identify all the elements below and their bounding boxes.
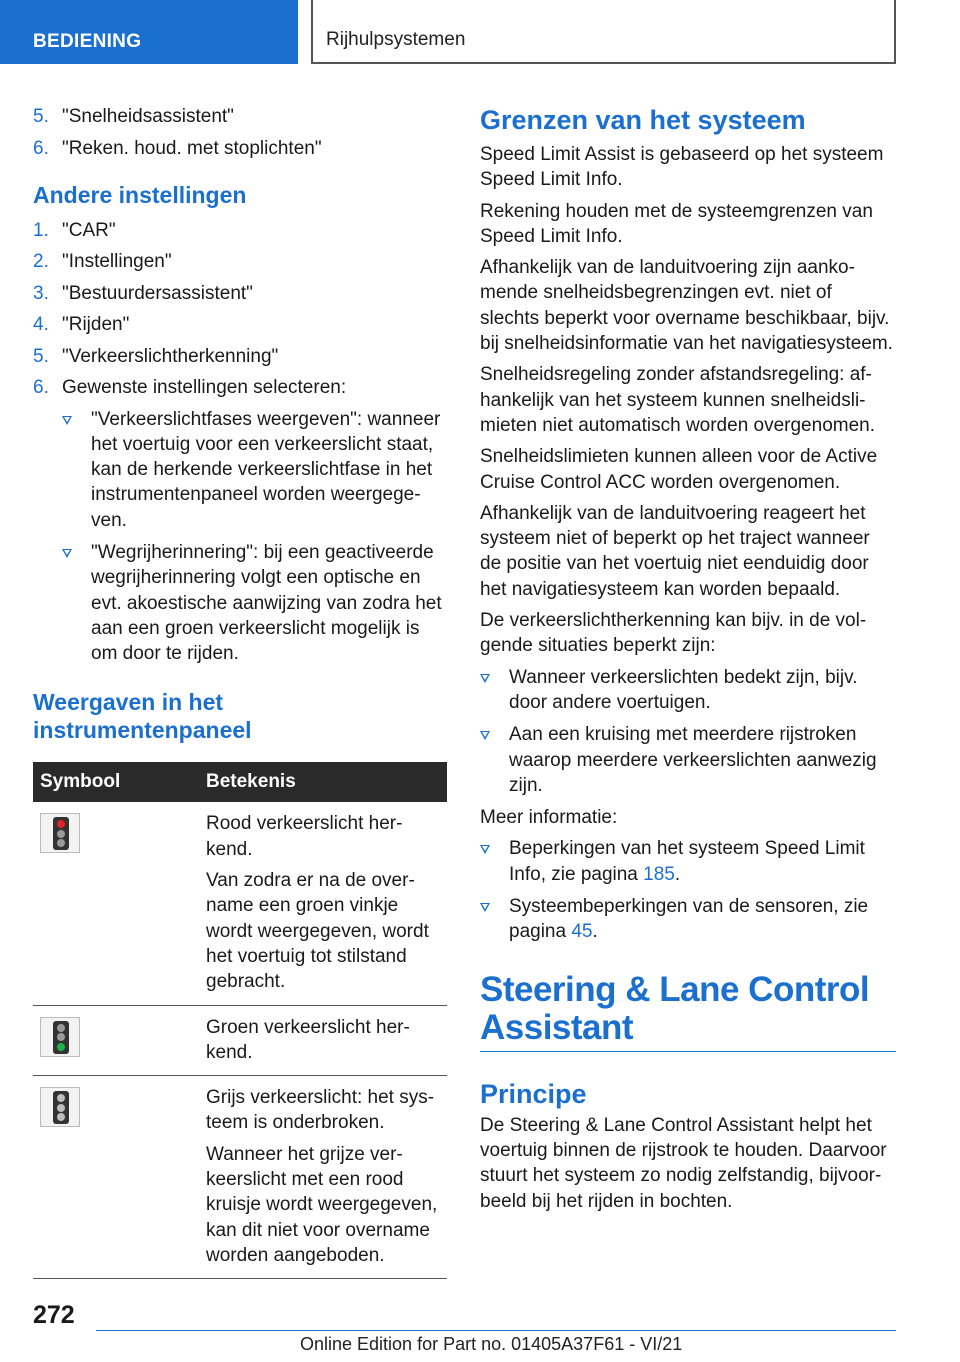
symbol-cell: [33, 1005, 199, 1076]
steering-heading-line2: Assistant: [480, 1007, 634, 1047]
meaning-text: Van zodra er na de over-name een groen vinkje wordt weergegeven, wordt het voertuig tot stilstand gebracht.: [206, 870, 429, 993]
meaning-text: Grijs verkeerslicht: het sys-teem is onderbroken.: [206, 1087, 435, 1134]
display-heading-line2: instrumentenpaneel: [33, 717, 252, 744]
paragraph: Afhankelijk van de landuitvoering zijn aanko-mende snelheidsbegrenzingen evt. niet of slechts beperkt voor overname beschikbaar, bijv. bij snelheidsinformatie van het navigatiesysteem.: [480, 257, 893, 355]
steering-heading-line1: Steering & Lane Control: [480, 969, 870, 1009]
list-number: 5.: [33, 106, 49, 127]
table-row: [33, 1005, 447, 1076]
left-column: [33, 104, 447, 1279]
list-number: 1.: [33, 219, 49, 241]
list-number: 2.: [33, 251, 49, 272]
paragraph: Rekening houden met de systeemgrenzen van Speed Limit Info.: [480, 200, 873, 247]
bullet-item: [480, 665, 896, 716]
other-settings-heading: Andere instellingen: [33, 181, 247, 208]
list-item: [33, 218, 447, 243]
triangle-bullet-icon: [480, 903, 490, 912]
header-section-label: BEDIENING: [33, 31, 142, 52]
triangle-bullet-icon: [480, 731, 490, 740]
paragraph: Snelheidslimieten kunnen alleen voor de Active Cruise Control ACC worden overgenomen.: [480, 446, 878, 493]
paragraph: De Steering & Lane Control Assistant helpt het voertuig binnen de rijstrook te houden. Daarvoor stuurt het systeem zo nodig zelfstandig, bijvoor-beeld bij het rijden in bochten.: [480, 1114, 887, 1212]
page-link-185[interactable]: 185: [643, 863, 675, 885]
bullet-text-end: .: [674, 863, 681, 885]
list-number: 4.: [33, 314, 49, 335]
list-number: 6.: [33, 137, 49, 159]
list-text: "Verkeerslichtherkenning": [62, 345, 279, 367]
bullet-item: [62, 407, 447, 533]
list-item: [33, 375, 447, 400]
display-heading: [33, 688, 447, 744]
bullet-item: [480, 894, 896, 945]
bullet-text: "Wegrijherinnering": bij een geactiveerde wegrijherinnering volgt een optische en evt. akoestische aanwijzing van zodra het aan een groen verkeerslicht mogelijk is om door te rijden.: [91, 541, 442, 665]
list-number: 6.: [33, 377, 49, 398]
more-info-label: Meer informatie:: [480, 807, 618, 829]
list-text: "Bestuurdersassistent": [62, 282, 253, 304]
table-header-meaning: Betekenis: [199, 762, 447, 802]
list-text: "Instellingen": [62, 251, 172, 272]
situations-list: [480, 665, 896, 798]
list-text: "CAR": [62, 219, 116, 241]
list-item: [33, 136, 447, 161]
list-item: [33, 344, 447, 369]
triangle-bullet-icon: [480, 674, 490, 683]
bullet-text: Aan een kruising met meerdere rijstroken waarop meerdere verkeerslichten aanwezig zijn.: [509, 724, 877, 796]
list-text: "Reken. houd. met stoplichten": [62, 137, 322, 159]
meaning-text: Rood verkeerslicht her-kend.: [206, 813, 403, 860]
list-item: [33, 249, 447, 274]
display-heading-line1: Weergaven in het: [33, 689, 224, 716]
bullet-text: Wanneer verkeerslichten bedekt zijn, bijv. door andere voertuigen.: [509, 666, 858, 713]
table-row: [33, 1076, 447, 1279]
footer-divider: [96, 1330, 896, 1331]
bullet-text: Beperkingen van het systeem Speed Limit Info, zie pagina: [509, 838, 865, 885]
list-item: [33, 312, 447, 337]
symbol-cell: [33, 802, 199, 1005]
list-number: 5.: [33, 345, 49, 367]
settings-sub-list: [62, 407, 447, 667]
list-text: "Rijden": [62, 314, 130, 335]
list-text: Gewenste instellingen selecteren:: [62, 377, 347, 398]
paragraph: Snelheidsregeling zonder afstandsregeling: af-hankelijk van het systeem kunnen snelheidsli-mieten niet automatisch worden overgenomen.: [480, 364, 876, 436]
header-section-tab: [0, 0, 298, 64]
list-text: "Snelheidsassistent": [62, 106, 234, 127]
triangle-bullet-icon: [62, 549, 72, 558]
principle-heading: Principe: [480, 1078, 587, 1109]
paragraph: Afhankelijk van de landuitvoering reageert het systeem niet of beperkt op het traject wanneer de positie van het voertuig niet eenduidig door het navigatiesysteem kan worden bepaald.: [480, 502, 870, 600]
meaning-cell: [199, 802, 447, 1005]
references-list: [480, 836, 896, 944]
table-header-symbol: Symbool: [33, 762, 199, 802]
steering-heading: [480, 971, 896, 1047]
green-traffic-light-icon: [40, 1017, 80, 1057]
right-column: [480, 104, 896, 1220]
red-traffic-light-icon: [40, 813, 80, 853]
section-divider: [480, 1051, 896, 1052]
edition-label: Online Edition for Part no. 01405A37F61 - VI/21: [300, 1334, 683, 1354]
symbol-table: [33, 762, 447, 1279]
table-row: [33, 802, 447, 1005]
header-chapter-label: Rijhulpsystemen: [326, 29, 466, 50]
list-number: 3.: [33, 282, 49, 304]
top-list: [33, 104, 447, 161]
table-header-row: [33, 762, 447, 802]
bullet-text-end: .: [592, 921, 598, 943]
page-link-45[interactable]: 45: [571, 921, 593, 943]
bullet-text: "Verkeerslichtfases weergeven": wanneer het voertuig voor een verkeerslicht staat, kan de herkende verkeerslichtfase in het instrumentenpaneel worden weergege-ven.: [91, 408, 441, 531]
bullet-text: Systeembeperkingen van de sensoren, zie pagina: [509, 896, 869, 943]
meaning-text: Wanneer het grijze ver-keerslicht met een rood kruisje wordt weergegeven, kan dit niet voor overname worden aangeboden.: [206, 1143, 438, 1266]
meaning-text: Groen verkeerslicht her-kend.: [206, 1016, 410, 1063]
bullet-item: [480, 836, 896, 887]
meaning-cell: [199, 1005, 447, 1076]
list-item: [33, 104, 447, 129]
symbol-cell: [33, 1076, 199, 1279]
page-number: 272: [33, 1301, 75, 1329]
settings-steps-list: [33, 218, 447, 401]
paragraph: Speed Limit Assist is gebaseerd op het systeem Speed Limit Info.: [480, 144, 884, 191]
triangle-bullet-icon: [480, 845, 490, 854]
list-item: [33, 281, 447, 306]
bullet-item: [62, 540, 447, 666]
paragraph: De verkeerslichtherkenning kan bijv. in de vol-gende situaties beperkt zijn:: [480, 610, 867, 657]
bullet-item: [480, 722, 896, 798]
header-chapter-tab: [311, 0, 896, 64]
gray-traffic-light-icon: [40, 1087, 80, 1127]
triangle-bullet-icon: [62, 416, 72, 425]
meaning-cell: [199, 1076, 447, 1279]
system-limits-heading: Grenzen van het systeem: [480, 105, 806, 135]
